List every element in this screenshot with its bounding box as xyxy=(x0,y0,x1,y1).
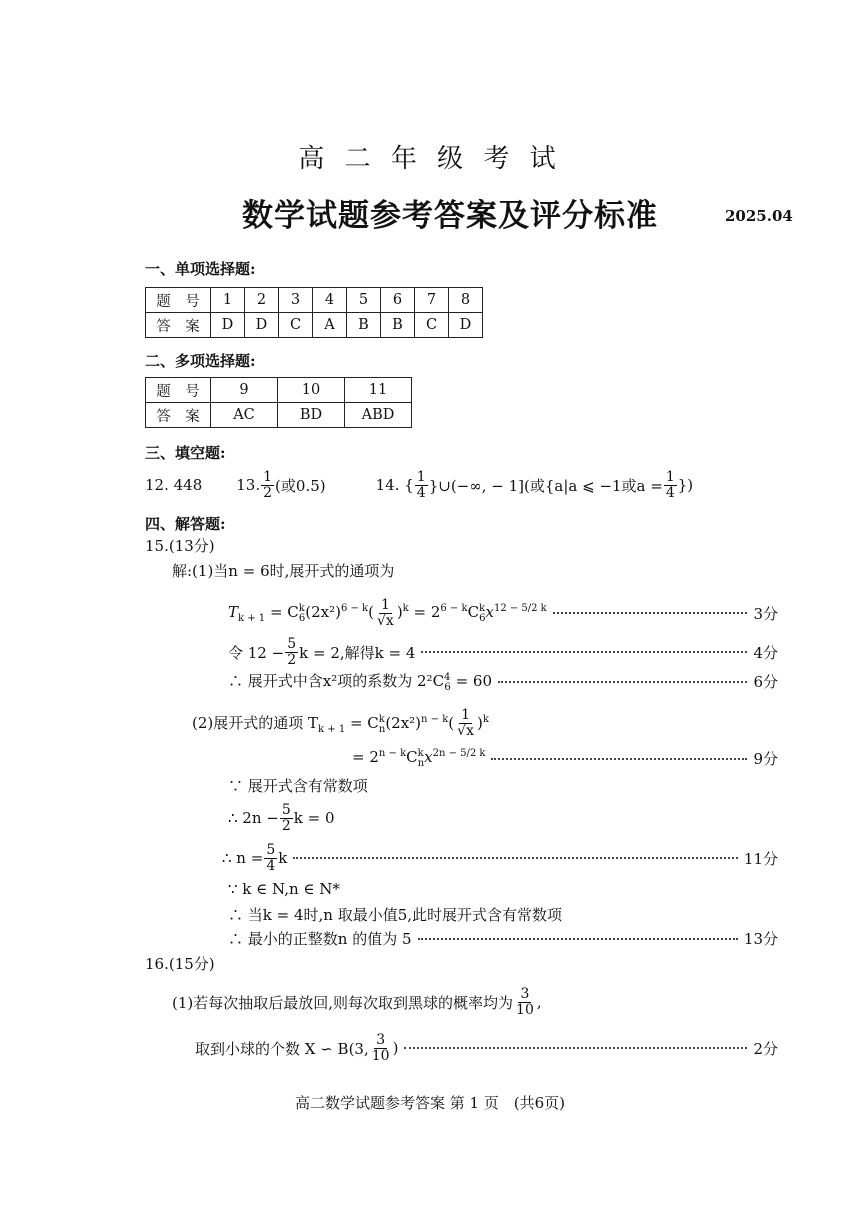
score: 11分 xyxy=(743,849,778,868)
table-cell: 8 xyxy=(449,288,483,313)
table-cell: B xyxy=(381,313,415,338)
table-cell: 6 xyxy=(381,288,415,313)
table-cell: 11 xyxy=(345,378,412,403)
table-cell: 1 xyxy=(211,288,245,313)
table-cell: 9 xyxy=(211,378,278,403)
score: 6分 xyxy=(753,673,778,691)
section3-heading: 三、填空题: xyxy=(145,444,226,462)
q14-end: }) xyxy=(677,476,694,495)
q15-line2: $T_{k + 1} = C^k_6(2x^2)^{6 - k}$( $\frac{1}{√x}$ )$^k = 2^{6 - k}C^k_6x^{12 - 5/2 k}$ 3分 xyxy=(228,596,778,629)
q15-line5: (2)展开式的通项 $T_{k + 1} = C^k_n(2x^2)^{n - k}$( $\frac{1}{√x}$ )$^k$ xyxy=(192,706,489,739)
score: 4分 xyxy=(753,643,778,662)
q15-title: 15.(13分) xyxy=(145,537,215,555)
table-cell: AC xyxy=(211,403,278,428)
document-date: 2025.04 xyxy=(725,207,793,225)
table-row xyxy=(146,313,483,338)
q13-suffix: (或0.5) xyxy=(275,476,326,495)
page-footer: 高二数学试题参考答案 第 1 页 (共6页) xyxy=(294,1094,566,1112)
q14-prefix: 14. { xyxy=(375,476,414,495)
document-title: 数学试题参考答案及评分标准 xyxy=(242,198,658,234)
q15-line10: ∵ k ∈ N,n ∈ N* xyxy=(228,880,340,898)
table-cell: D xyxy=(449,313,483,338)
table-cell: C xyxy=(415,313,449,338)
table-cell: C xyxy=(279,313,313,338)
table-cell: 4 xyxy=(313,288,347,313)
score: 9分 xyxy=(753,750,778,768)
section2-heading: 二、多项选择题: xyxy=(145,352,256,370)
table-cell: 10 xyxy=(278,378,345,403)
score: 2分 xyxy=(753,1039,778,1058)
q15-line7: ∵ 展开式含有常数项 xyxy=(228,777,368,795)
q16-line1: (1)若每次抽取后最放回,则每次取到黑球的概率均为 $\frac{3}{10}$ , xyxy=(172,985,542,1018)
table-cell: A xyxy=(313,313,347,338)
q13-fraction: $\frac{1}{2}$ xyxy=(263,469,273,501)
q14-fraction-2: $\frac{1}{4}$ xyxy=(665,469,675,501)
exam-grade-title: 高 二 年 级 考 试 xyxy=(298,144,562,174)
q16-title: 16.(15分) xyxy=(145,955,215,973)
row-label: 题 号 xyxy=(146,288,211,313)
table-cell: 2 xyxy=(245,288,279,313)
q15-line3: 令 12 − $\frac{5}{2}$ k = 2,解得k = 4 4分 xyxy=(228,635,778,668)
score: 3分 xyxy=(753,604,778,623)
q15-line8: ∴ 2n − $\frac{5}{2}$ k = 0 xyxy=(228,801,335,834)
table-cell: B xyxy=(347,313,381,338)
row-label: 答 案 xyxy=(146,403,211,428)
row-label: 答 案 xyxy=(146,313,211,338)
table-cell: 3 xyxy=(279,288,313,313)
q13-prefix: 13. xyxy=(236,476,261,495)
score: 13分 xyxy=(743,930,778,948)
table-cell: D xyxy=(211,313,245,338)
table-cell: 5 xyxy=(347,288,381,313)
table-row xyxy=(146,378,412,403)
q15-line6: = $2^{n - k}C^k_nx^{2n - 5/2 k}$ 9分 xyxy=(352,748,778,769)
table-row xyxy=(146,403,412,428)
q12-answer: 12. 448 xyxy=(145,476,203,495)
table-cell: BD xyxy=(278,403,345,428)
fill-blank-answers xyxy=(145,470,693,500)
q16-line2: 取到小球的个数 X ∽ B(3, $\frac{3}{10}$ ) 2分 xyxy=(195,1031,778,1064)
q15-line12: ∴ 最小的正整数n 的值为 5 13分 xyxy=(228,930,778,948)
table-row xyxy=(146,288,483,313)
q15-line9: ∴ n = $\frac{5}{4}$ k 11分 xyxy=(222,841,778,874)
single-choice-table xyxy=(145,287,483,338)
table-cell: ABD xyxy=(345,403,412,428)
table-cell: D xyxy=(245,313,279,338)
q14-middle: }∪(−∞, − 1](或{a|a ⩽ −1或a = xyxy=(428,476,663,495)
section4-heading: 四、解答题: xyxy=(145,515,226,533)
q15-line1: 解:(1)当n = 6时,展开式的通项为 xyxy=(172,562,395,580)
row-label: 题 号 xyxy=(146,378,211,403)
q14-fraction: $\frac{1}{4}$ xyxy=(416,469,426,501)
table-cell: 7 xyxy=(415,288,449,313)
section1-heading: 一、单项选择题: xyxy=(145,260,256,278)
q15-line4: ∴ 展开式中含x²项的系数为 $2^2C^4_6 = 60$ 6分 xyxy=(228,672,778,693)
q15-line11: ∴ 当k = 4时,n 取最小值5,此时展开式含有常数项 xyxy=(228,906,563,924)
multi-choice-table xyxy=(145,377,412,428)
